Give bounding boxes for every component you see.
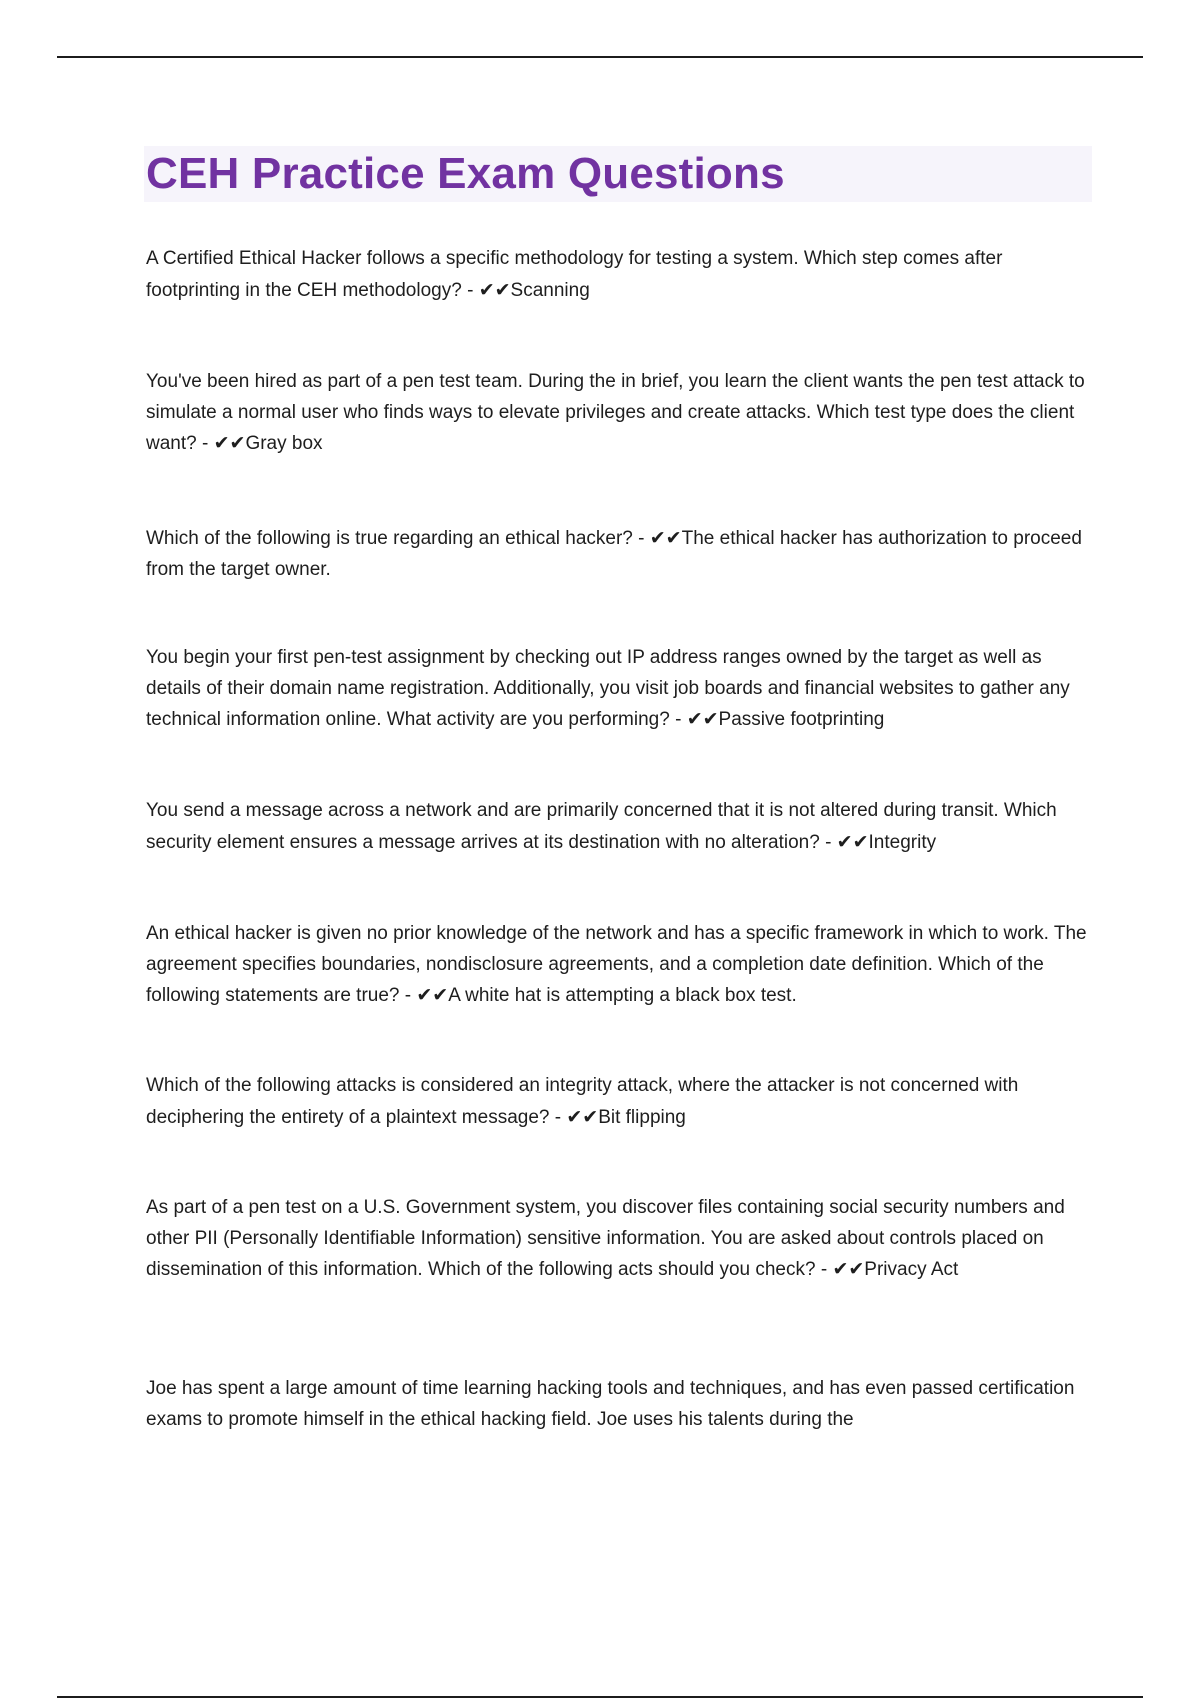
check-icon: ✔✔ xyxy=(836,830,869,853)
question-text: Which of the following is true regarding an ethical hacker? - xyxy=(146,528,650,549)
answer-text: The ethical hacker has authorization to proceed from the target owner. xyxy=(146,528,1082,580)
question-text: An ethical hacker is given no prior knowledge of the network and has a specific framework in which to work. The agreement specifies boundaries, nondisclosure agreements, and a completion date definition. Which of the following statements are true? - xyxy=(146,923,1087,1006)
check-icon: ✔✔ xyxy=(566,1105,599,1128)
qa-item-6 xyxy=(146,919,1096,1012)
question-text: You send a message across a network and are primarily concerned that it is not altered during transit. Which security element ensures a message arrives at its destination with no alteration? - xyxy=(146,800,1057,853)
answer-text: Privacy Act xyxy=(864,1259,959,1280)
qa-item-3 xyxy=(146,523,1096,585)
check-icon: ✔✔ xyxy=(213,432,246,454)
answer-text: A white hat is attempting a black box test. xyxy=(448,985,797,1006)
check-icon: ✔✔ xyxy=(832,1258,865,1280)
page-title: CEH Practice Exam Questions xyxy=(146,149,785,198)
qa-item-8 xyxy=(146,1193,1096,1286)
qa-item-2 xyxy=(146,367,1096,460)
answer-text: Passive footprinting xyxy=(718,709,885,730)
qa-item-4 xyxy=(146,643,1096,736)
top-rule xyxy=(57,56,1143,58)
answer-text: Bit flipping xyxy=(598,1106,686,1128)
check-icon: ✔✔ xyxy=(686,708,719,730)
answer-text: Scanning xyxy=(510,279,590,301)
bottom-rule xyxy=(57,1696,1143,1698)
check-icon: ✔✔ xyxy=(649,527,682,549)
check-icon: ✔✔ xyxy=(478,278,511,301)
qa-item-1 xyxy=(146,244,1096,306)
qa-item-9 xyxy=(146,1374,1096,1435)
question-text: As part of a pen test on a U.S. Government system, you discover files containing social security numbers and other PII (Personally Identifiable Information) sensitive information. You are asked about controls placed on dissemination of this information. Which of the following acts should you check? - xyxy=(146,1197,1065,1280)
qa-item-5 xyxy=(146,796,1096,858)
question-text: Joe has spent a large amount of time learning hacking tools and techniques, and has even passed certification exams to promote himself in the ethical hacking field. Joe uses his talents during the xyxy=(146,1378,1075,1430)
answer-text: Gray box xyxy=(245,433,323,454)
question-text: You begin your first pen-test assignment by checking out IP address ranges owned by the target as well as details of their domain name registration. Additionally, you visit job boards and financial websites to gather any technical information online. What activity are you performing? - xyxy=(146,647,1070,730)
answer-text: Integrity xyxy=(868,831,937,853)
question-text: You've been hired as part of a pen test team. During the in brief, you learn the client wants the pen test attack to simulate a normal user who finds ways to elevate privileges and create attacks. Which test type does the client want? - xyxy=(146,371,1085,454)
check-icon: ✔✔ xyxy=(416,984,449,1006)
question-text: A Certified Ethical Hacker follows a specific methodology for testing a system. Which step comes after footprinting in the CEH methodology? - xyxy=(146,248,1003,301)
question-text: Which of the following attacks is considered an integrity attack, where the attacker is not concerned with deciphering the entirety of a plaintext message? - xyxy=(146,1075,1019,1128)
qa-item-7 xyxy=(146,1071,1096,1133)
